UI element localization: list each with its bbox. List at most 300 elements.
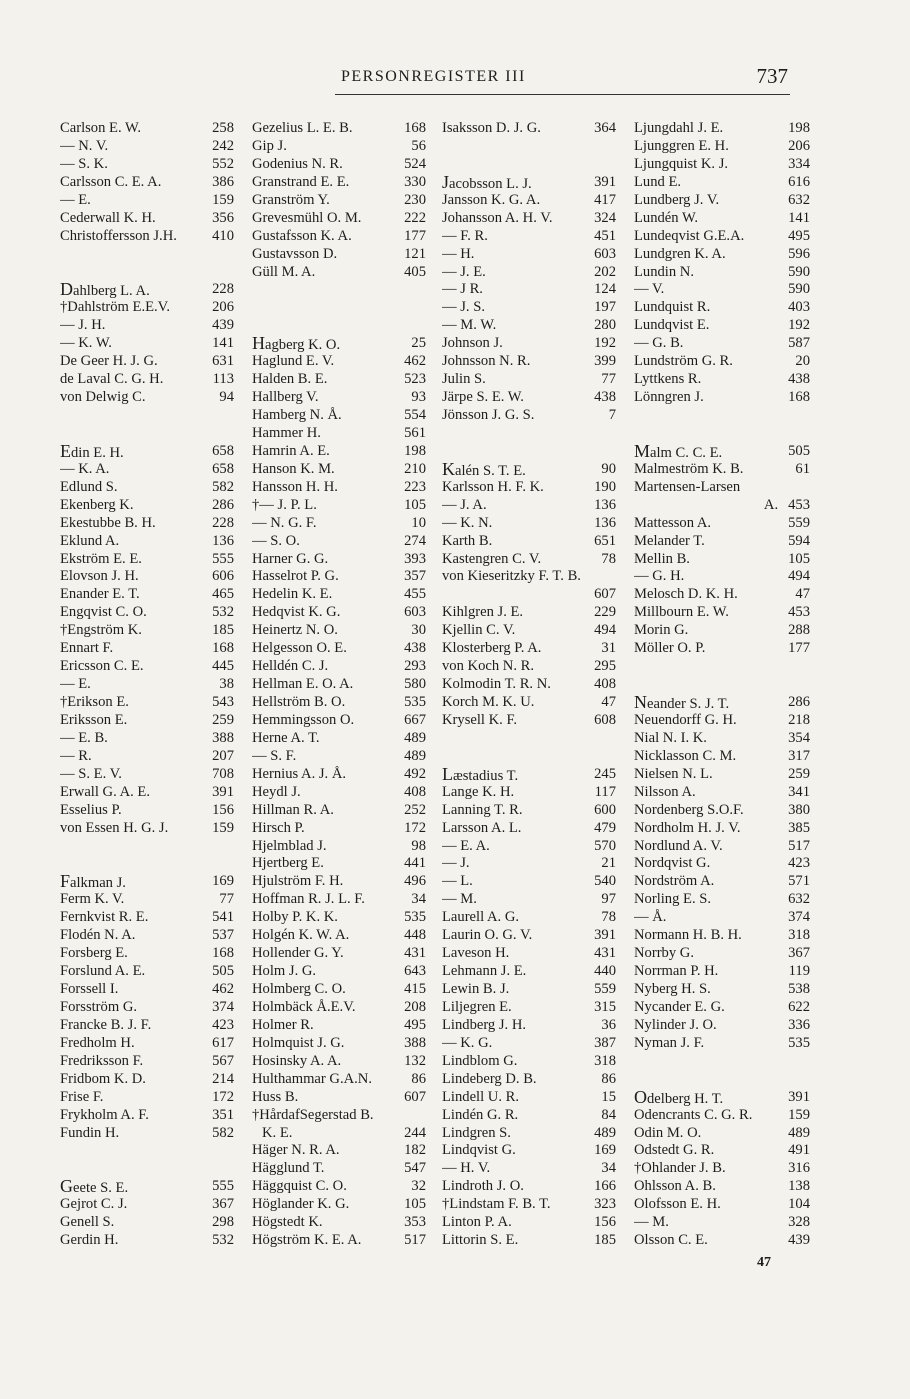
entry-name: Geete S. E. — [60, 1178, 129, 1197]
entry-name: Lundeqvist G.E.A. — [634, 227, 745, 244]
entry-name: Ljungdahl J. E. — [634, 120, 724, 136]
entry-name: Halden B. E. — [252, 371, 328, 388]
entry-name: Olsson C. E. — [634, 1232, 708, 1249]
entry-name: — R. — [60, 747, 92, 764]
entry-page: 603 — [594, 245, 616, 262]
entry-page: 439 — [212, 317, 234, 334]
entry-name: Lundén W. — [634, 209, 699, 226]
entry-page: 156 — [594, 1214, 616, 1231]
entry-page: 391 — [788, 1088, 810, 1105]
entry-name: Holmbäck Å.E.V. — [252, 998, 356, 1015]
index-entry — [60, 551, 234, 569]
index-entry — [252, 497, 426, 515]
index-entry — [634, 1035, 810, 1053]
entry-name: von Essen H. G. J. — [60, 819, 169, 836]
index-entry — [634, 281, 810, 299]
index-entry — [252, 622, 426, 640]
entry-name: Fridbom K. D. — [60, 1070, 146, 1087]
entry-name: Eklund A. — [60, 532, 120, 549]
index-entry — [634, 1160, 810, 1178]
index-entry — [60, 120, 234, 138]
entry-page: 293 — [404, 658, 426, 675]
entry-page: 590 — [788, 281, 810, 298]
entry-name: Ekenberg K. — [60, 496, 134, 513]
index-entry — [634, 1125, 810, 1143]
entry-name: Fernkvist R. E. — [60, 909, 149, 926]
entry-page: 393 — [404, 550, 426, 567]
index-entry — [252, 192, 426, 210]
entry-page: 330 — [404, 173, 426, 190]
entry-page: 132 — [404, 1052, 426, 1069]
blank-row — [442, 730, 616, 748]
index-entry — [634, 766, 810, 784]
entry-page: 535 — [404, 909, 426, 926]
entry-page: 280 — [594, 317, 616, 334]
entry-name: Karth B. — [442, 532, 493, 549]
entry-page: 168 — [788, 389, 810, 406]
index-entry — [252, 640, 426, 658]
entry-name: Güll M. A. — [252, 263, 316, 280]
entry-name: Hernius A. J. Å. — [252, 765, 347, 782]
index-entry — [634, 568, 810, 586]
entry-name: — J. S. — [442, 299, 485, 316]
index-entry — [60, 228, 234, 246]
index-entry — [60, 281, 234, 299]
entry-page: 38 — [219, 676, 234, 693]
entry-name: Carlson E. W. — [60, 120, 142, 136]
entry-name: von Kieseritzky F. T. B. — [442, 568, 581, 585]
entry-name: Hallberg V. — [252, 389, 319, 406]
index-entry — [634, 1232, 810, 1250]
entry-name: Nicklasson C. M. — [634, 747, 737, 764]
index-entry — [634, 712, 810, 730]
entry-page: 465 — [212, 586, 234, 603]
entry-page: 104 — [788, 1196, 810, 1213]
entry-name: Norrman P. H. — [634, 963, 719, 980]
entry-name: Nycander E. G. — [634, 998, 725, 1015]
entry-name: Lundquist R. — [634, 299, 711, 316]
entry-name: †Engström K. — [60, 622, 142, 639]
entry-page: 230 — [404, 191, 426, 208]
entry-page: 455 — [404, 586, 426, 603]
entry-name: — K. W. — [60, 335, 112, 352]
index-entry — [252, 568, 426, 586]
entry-name: Höglander K. G. — [252, 1196, 350, 1213]
index-entry — [60, 891, 234, 909]
blank-row — [60, 425, 234, 443]
entry-page: 552 — [212, 155, 234, 172]
entry-name: Holmer R. — [252, 1016, 314, 1033]
index-entry — [442, 1178, 616, 1196]
index-entry — [442, 515, 616, 533]
index-entry — [442, 210, 616, 228]
index-entry — [442, 1017, 616, 1035]
entry-page: 222 — [404, 209, 426, 226]
entry-page: 357 — [404, 568, 426, 585]
entry-page: 547 — [404, 1160, 426, 1177]
entry-name: Cederwall K. H. — [60, 209, 156, 226]
entry-page: 423 — [212, 1016, 234, 1033]
entry-page: 708 — [212, 765, 234, 782]
entry-name: Lyttkens R. — [634, 371, 702, 388]
entry-name: Holmquist J. G. — [252, 1034, 345, 1051]
entry-name: Hansson H. H. — [252, 478, 338, 495]
entry-page: 524 — [404, 155, 426, 172]
entry-name: Lundqvist E. — [634, 317, 710, 334]
entry-name: Odencrants C. G. R. — [634, 1106, 753, 1123]
entry-name: Lindberg J. H. — [442, 1016, 527, 1033]
entry-page: 632 — [788, 191, 810, 208]
index-entry — [634, 443, 810, 461]
blank-row — [60, 855, 234, 873]
entry-name: Littorin S. E. — [442, 1232, 519, 1249]
entry-page: 30 — [411, 622, 426, 639]
entry-name: Hägglund T. — [252, 1160, 325, 1177]
entry-name: Häggquist C. O. — [252, 1178, 347, 1195]
entry-page: 535 — [404, 694, 426, 710]
entry-page: 388 — [212, 729, 234, 746]
index-entry — [634, 981, 810, 999]
entry-page: 607 — [594, 586, 616, 603]
entry-name: — M. — [634, 1214, 669, 1231]
entry-name: Liljegren E. — [442, 998, 512, 1015]
entry-name: Hjelmblad J. — [252, 837, 327, 854]
index-entry — [442, 1107, 616, 1125]
entry-page: 380 — [788, 801, 810, 818]
index-entry — [634, 353, 810, 371]
blank-row — [442, 748, 616, 766]
index-entry — [442, 622, 616, 640]
entry-page: 295 — [594, 658, 616, 675]
entry-page: 517 — [404, 1232, 426, 1249]
index-entry — [60, 479, 234, 497]
entry-page: 156 — [212, 801, 234, 818]
entry-page: 541 — [212, 909, 234, 926]
blank-row — [634, 676, 810, 694]
blank-row — [634, 1071, 810, 1089]
entry-page: 351 — [212, 1106, 234, 1123]
entry-page: 298 — [212, 1214, 234, 1231]
entry-name: Heinertz N. O. — [252, 622, 338, 639]
entry-name: Huss B. — [252, 1088, 299, 1105]
index-entry — [442, 1142, 616, 1160]
entry-name: Johnsson N. R. — [442, 353, 531, 370]
index-entry — [60, 1214, 234, 1232]
entry-name: Hammer H. — [252, 424, 321, 441]
entry-page: 408 — [404, 783, 426, 800]
entry-name: Edlund S. — [60, 478, 118, 495]
entry-name: Högström K. E. A. — [252, 1232, 362, 1249]
entry-name: †HårdafSegerstad B. — [252, 1106, 374, 1123]
entry-name: Carlsson C. E. A. — [60, 173, 162, 190]
entry-page: 168 — [404, 120, 426, 136]
entry-name: Ekestubbe B. H. — [60, 514, 156, 531]
entry-page: 47 — [795, 586, 810, 603]
index-entry — [60, 371, 234, 389]
entry-page: 517 — [788, 837, 810, 854]
index-entry — [252, 658, 426, 676]
entry-name: Larsson A. L. — [442, 819, 522, 836]
entry-page: 168 — [212, 640, 234, 657]
entry-name: Lundin N. — [634, 263, 694, 280]
entry-page: 286 — [212, 496, 234, 513]
entry-name: Ennart F. — [60, 640, 114, 657]
index-entry — [634, 694, 810, 712]
index-entry — [634, 999, 810, 1017]
index-entry — [252, 676, 426, 694]
entry-page: 622 — [788, 998, 810, 1015]
entry-page: 31 — [601, 640, 616, 657]
blank-row — [60, 838, 234, 856]
entry-name: Lindeberg D. B. — [442, 1070, 537, 1087]
entry-name: — J. H. — [60, 317, 106, 334]
index-entry — [634, 174, 810, 192]
index-entry — [634, 748, 810, 766]
entry-page: 172 — [404, 819, 426, 836]
entry-name: Eriksson E. — [60, 711, 128, 728]
entry-page: 489 — [594, 1124, 616, 1141]
index-entry — [60, 981, 234, 999]
entry-name: — J R. — [442, 281, 483, 298]
entry-page: 141 — [212, 335, 234, 352]
entry-name: Möller O. P. — [634, 640, 706, 657]
entry-name: Nordenberg S.O.F. — [634, 801, 744, 818]
entry-name: Klosterberg P. A. — [442, 640, 542, 657]
entry-name: Erwall G. A. E. — [60, 783, 150, 800]
entry-name: — S. E. V. — [60, 765, 122, 782]
index-entry — [252, 353, 426, 371]
index-entry — [442, 676, 616, 694]
entry-name: Johnson J. — [442, 335, 503, 352]
index-entry — [442, 891, 616, 909]
blank-row — [60, 1160, 234, 1178]
entry-name: Genell S. — [60, 1214, 115, 1231]
index-entry — [634, 335, 810, 353]
entry-name: — H. — [442, 245, 475, 262]
entry-page: 138 — [788, 1178, 810, 1195]
entry-name: Nylinder J. O. — [634, 1016, 717, 1033]
entry-name: Lanning T. R. — [442, 801, 523, 818]
entry-name: Kjellin C. V. — [442, 622, 516, 639]
entry-page: 405 — [404, 263, 426, 280]
entry-page: 97 — [601, 891, 616, 908]
entry-name: Forslund A. E. — [60, 963, 146, 980]
entry-page: 580 — [404, 676, 426, 693]
index-entry — [60, 156, 234, 174]
entry-name: Hagberg K. O. — [252, 335, 341, 354]
index-entry — [60, 533, 234, 551]
entry-page: 185 — [212, 622, 234, 639]
index-entry — [634, 551, 810, 569]
index-entry — [60, 1035, 234, 1053]
entry-name: — G. B. — [634, 335, 684, 352]
entry-page: 387 — [594, 1034, 616, 1051]
entry-page: 632 — [788, 891, 810, 908]
entry-page: 202 — [594, 263, 616, 280]
entry-name: Forssell I. — [60, 981, 119, 997]
index-entry — [60, 192, 234, 210]
entry-name: Holm J. G. — [252, 963, 317, 980]
entry-name: — L. — [442, 873, 473, 890]
entry-page: 453 — [788, 604, 810, 621]
index-entry — [252, 1017, 426, 1035]
index-entry — [634, 1214, 810, 1232]
index-entry — [442, 1196, 616, 1214]
blank-row — [252, 299, 426, 317]
entry-page: 445 — [212, 658, 234, 675]
entry-page: 494 — [788, 568, 810, 585]
index-entry — [634, 156, 810, 174]
blank-row — [442, 138, 616, 156]
index-entry — [442, 317, 616, 335]
entry-name: Lundberg J. V. — [634, 191, 720, 208]
entry-page: 190 — [594, 478, 616, 495]
index-entry — [442, 461, 616, 479]
entry-page: 78 — [601, 909, 616, 926]
entry-name: Olofsson E. H. — [634, 1196, 721, 1213]
blank-row — [60, 264, 234, 282]
index-entry — [634, 533, 810, 551]
blank-row — [60, 246, 234, 264]
entry-page: 532 — [212, 604, 234, 621]
index-entry — [252, 1125, 426, 1143]
entry-page: 408 — [594, 676, 616, 693]
entry-page: 403 — [788, 299, 810, 316]
index-entry — [442, 228, 616, 246]
entry-page: 324 — [594, 209, 616, 226]
entry-name: Gejrot C. J. — [60, 1196, 128, 1213]
index-entry — [60, 622, 234, 640]
entry-name: — K. N. — [442, 514, 493, 531]
entry-page: 438 — [404, 640, 426, 657]
entry-page: 582 — [212, 478, 234, 495]
entry-page: 315 — [594, 998, 616, 1015]
index-entry — [60, 138, 234, 156]
entry-name: Nyman J. F. — [634, 1034, 705, 1051]
entry-page: 86 — [411, 1070, 426, 1087]
index-entry — [442, 281, 616, 299]
entry-page: 32 — [411, 1178, 426, 1195]
index-entry — [634, 1178, 810, 1196]
index-entry — [442, 174, 616, 192]
entry-name: Hasselrot P. G. — [252, 568, 339, 585]
entry-page: 136 — [212, 532, 234, 549]
entry-name: Ekström E. E. — [60, 550, 142, 567]
entry-name: Lindén G. R. — [442, 1106, 519, 1123]
index-entry — [634, 371, 810, 389]
entry-name: Forsberg E. — [60, 945, 128, 962]
entry-page: 78 — [601, 550, 616, 567]
entry-page: 441 — [404, 855, 426, 872]
index-entry — [252, 1232, 426, 1250]
index-entry — [442, 533, 616, 551]
entry-name: De Geer H. J. G. — [60, 353, 158, 370]
index-entry — [252, 120, 426, 138]
entry-name: Malm C. C. E. — [634, 442, 723, 461]
entry-page: 617 — [212, 1034, 234, 1051]
blank-row — [634, 407, 810, 425]
entry-page: 523 — [404, 371, 426, 388]
index-entry — [442, 407, 616, 425]
index-entry — [252, 1035, 426, 1053]
entry-name: Hamberg N. Å. — [252, 407, 342, 423]
entry-page: 505 — [212, 963, 234, 980]
index-entry — [252, 156, 426, 174]
entry-page: 567 — [212, 1052, 234, 1069]
index-entry — [60, 748, 234, 766]
entry-name: Melosch D. K. H. — [634, 586, 738, 603]
entry-name: Lund E. — [634, 173, 682, 190]
entry-page: 323 — [594, 1196, 616, 1213]
entry-name: Hemmingsson O. — [252, 711, 355, 728]
entry-name: Gustafsson K. A. — [252, 227, 352, 244]
index-entry — [442, 192, 616, 210]
entry-page: 136 — [594, 514, 616, 531]
entry-name: — E. A. — [442, 837, 490, 854]
index-entry — [60, 1196, 234, 1214]
entry-page: 631 — [212, 353, 234, 370]
entry-page: 197 — [594, 299, 616, 316]
index-entry — [634, 802, 810, 820]
entry-page: 448 — [404, 927, 426, 944]
index-entry — [634, 138, 810, 156]
index-entry — [252, 766, 426, 784]
entry-name: Odstedt G. R. — [634, 1142, 715, 1159]
index-entry — [442, 264, 616, 282]
entry-page: 354 — [788, 729, 810, 746]
index-entry — [60, 317, 234, 335]
entry-page: 391 — [212, 783, 234, 800]
entry-page: 105 — [404, 1196, 426, 1213]
index-entry — [634, 389, 810, 407]
blank-row — [252, 317, 426, 335]
entry-name: Edin E. H. — [60, 442, 124, 461]
index-entry — [60, 389, 234, 407]
index-entry — [60, 443, 234, 461]
index-entry — [634, 228, 810, 246]
index-entry — [252, 1196, 426, 1214]
index-entry — [60, 712, 234, 730]
blank-row — [442, 156, 616, 174]
index-entry — [252, 264, 426, 282]
index-entry — [634, 730, 810, 748]
index-entry — [442, 802, 616, 820]
entry-name: — E. — [60, 191, 91, 208]
entry-name: Martensen-Larsen — [634, 478, 741, 495]
entry-page: 316 — [788, 1160, 810, 1177]
entry-name: Mattesson A. — [634, 514, 712, 531]
entry-name: Karlsson H. F. K. — [442, 478, 544, 495]
index-entry — [60, 820, 234, 838]
index-entry — [60, 873, 234, 891]
entry-name: — K. G. — [442, 1034, 493, 1051]
entry-page: 84 — [601, 1106, 616, 1123]
entry-page: 218 — [788, 711, 810, 728]
index-entry — [252, 551, 426, 569]
entry-page: 192 — [594, 335, 616, 352]
entry-page: 367 — [212, 1196, 234, 1213]
entry-page: 453 — [788, 496, 810, 513]
entry-page: 543 — [212, 694, 234, 710]
entry-name: Lewin B. J. — [442, 981, 510, 997]
index-entry — [634, 586, 810, 604]
entry-name: Gip J. — [252, 137, 287, 154]
entry-name: Lundgren K. A. — [634, 245, 726, 262]
entry-name: Herne A. T. — [252, 729, 320, 746]
index-entry — [60, 353, 234, 371]
entry-name: Nial N. I. K. — [634, 729, 707, 746]
entry-name: †— J. P. L. — [252, 496, 317, 513]
